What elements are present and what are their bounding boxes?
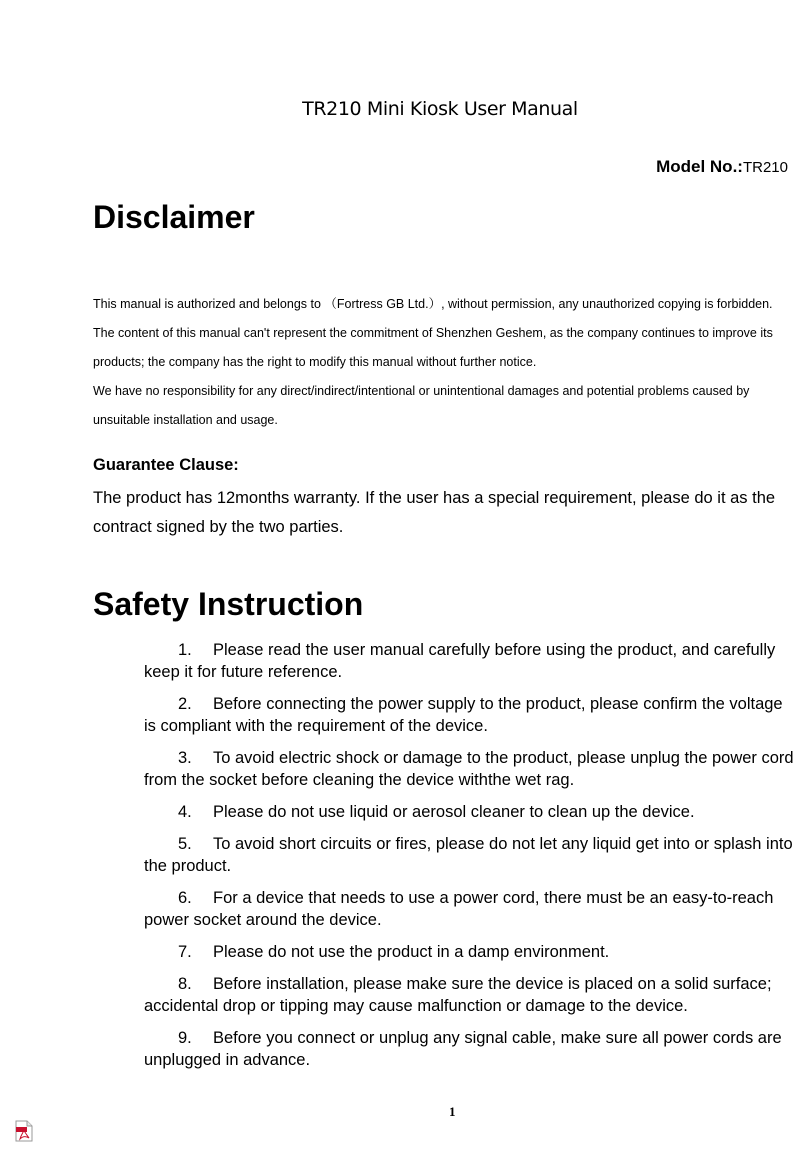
safety-item [144, 693, 799, 737]
disclaimer-text [93, 290, 793, 435]
model-label: Model No.: [656, 157, 743, 176]
safety-list [144, 639, 799, 1081]
safety-item [144, 833, 799, 877]
safety-item [144, 973, 799, 1017]
page-title: TR210 Mini Kiosk User Manual [302, 98, 578, 120]
safety-heading: Safety Instruction [93, 586, 364, 622]
safety-item-text: Please do not use the product in a damp environment. [213, 943, 610, 961]
safety-item-text: Before connecting the power supply to the product, please confirm the voltage is compliant with the requirement of the device. [144, 695, 783, 735]
disclaimer-line: The content of this manual can't represent the commitment of Shenzhen Geshem, as the company continues to improve its products; the company has the right to modify this manual without further notice. [93, 326, 773, 369]
safety-item-text: Before installation, please make sure the device is placed on a solid surface; accidental drop or tipping may cause malfunction or damage to the device. [144, 975, 772, 1015]
safety-item [144, 887, 799, 931]
pdf-file-icon [15, 1120, 33, 1142]
safety-item-text: To avoid short circuits or fires, please do not let any liquid get into or splash into the product. [144, 835, 793, 875]
safety-item [144, 1027, 799, 1071]
safety-item-text: Before you connect or unplug any signal cable, make sure all power cords are unplugged in advance. [144, 1029, 782, 1069]
model-value: TR210 [742, 159, 788, 176]
safety-item-number: 1. [178, 641, 192, 659]
safety-item-number: 4. [178, 803, 192, 821]
safety-item [144, 801, 799, 823]
safety-item-number: 2. [178, 695, 192, 713]
safety-item-number: 8. [178, 975, 192, 993]
disclaimer-heading: Disclaimer [93, 199, 255, 235]
safety-item [144, 941, 799, 963]
safety-item-number: 9. [178, 1029, 192, 1047]
page-number: 1 [449, 1104, 456, 1119]
safety-item [144, 747, 799, 791]
safety-item-text: Please read the user manual carefully before using the product, and carefully keep it for future reference. [144, 641, 776, 681]
model-number [656, 157, 788, 177]
guarantee-text: The product has 12months warranty. If the user has a special requirement, please do it as the contract signed by the two parties. [93, 489, 776, 536]
safety-item-number: 6. [178, 889, 192, 907]
guarantee-heading: Guarantee Clause: [93, 456, 239, 474]
safety-item-number: 5. [178, 835, 192, 853]
disclaimer-line: We have no responsibility for any direct/indirect/intentional or unintentional damages and potential problems caused by unsuitable installation and usage. [93, 384, 750, 427]
safety-item [144, 639, 799, 683]
safety-item-number: 7. [178, 943, 192, 961]
safety-item-text: For a device that needs to use a power cord, there must be an easy-to-reach power socket around the device. [144, 889, 774, 929]
safety-item-text: To avoid electric shock or damage to the product, please unplug the power cord from the socket before cleaning the device withthe wet rag. [144, 749, 794, 789]
safety-item-text: Please do not use liquid or aerosol cleaner to clean up the device. [213, 803, 695, 821]
disclaimer-line: This manual is authorized and belongs to （Fortress GB Ltd.）, without permission, any unauthorized copying is forbidden. [93, 297, 773, 311]
safety-item-number: 3. [178, 749, 192, 767]
